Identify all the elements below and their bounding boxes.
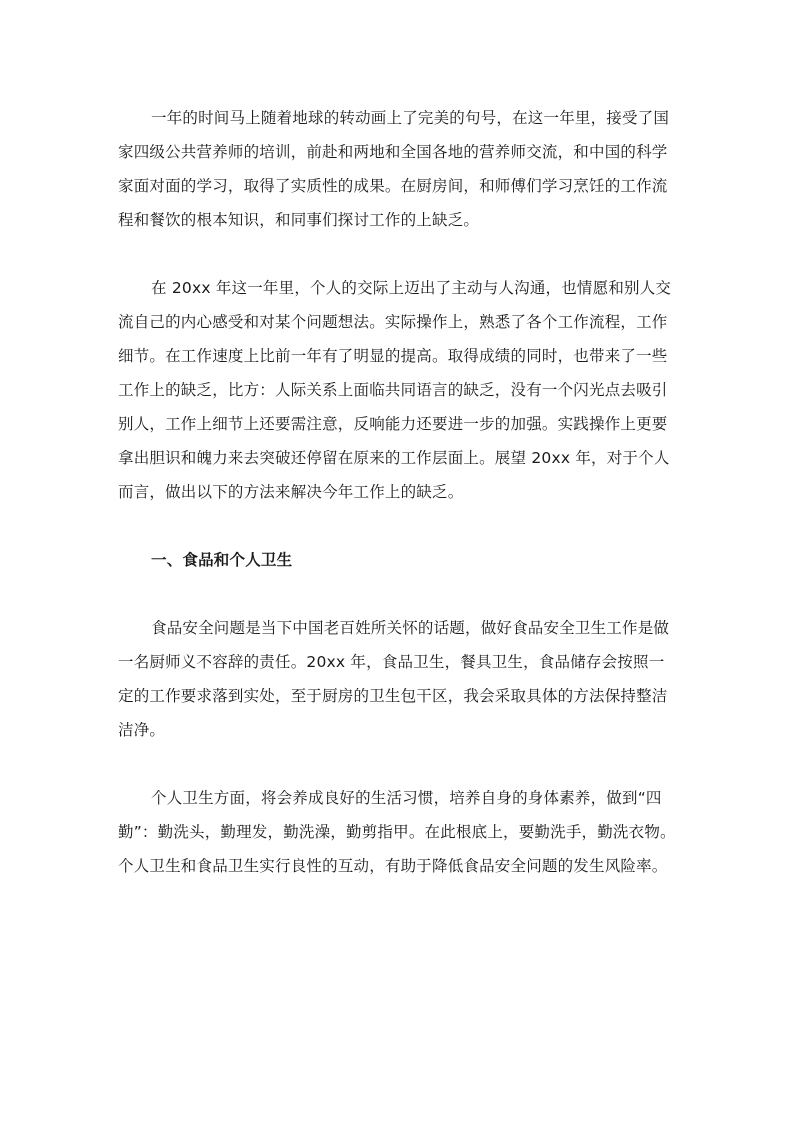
paragraph-line: 勤”：勤洗头，勤理发，勤洗澡，勤剪指甲。在此根底上，要勤洗手，勤洗衣物。 [118,823,676,841]
paragraph-line: 拿出胆识和魄力来去突破还停留在原来的工作层面上。展望 20xx 年，对于个人 [118,449,670,467]
paragraph-line: 家面对面的学习，取得了实质性的成果。在厨房间，和师傅们学习烹饪的工作流 [118,177,668,195]
paragraph-line: 程和餐饮的根本知识，和同事们探讨工作的上缺乏。 [118,211,480,229]
paragraph-line: 食品安全问题是当下中国老百姓所关怀的话题，做好食品安全卫生工作是做 [151,619,670,637]
paragraph-line: 而言，做出以下的方法来解决今年工作上的缺乏。 [118,483,464,501]
paragraph-line: 个人卫生方面，将会养成良好的生活习惯，培养自身的身体素养，做到“四 [151,789,662,807]
paragraph-line: 别人，工作上细节上还要需注意，反响能力还要进一步的加强。实践操作上更要 [118,415,668,433]
paragraph-year-review [118,271,680,509]
paragraph-spacer [118,237,680,271]
paragraph-line: 一年的时间马上随着地球的转动画上了完美的句号，在这一年里，接受了国 [151,109,670,127]
paragraph-spacer [118,509,680,543]
paragraph-line: 在 20xx 年这一年里，个人的交际上迈出了主动与人沟通，也情愿和别人交 [151,279,672,297]
paragraph-line: 一名厨师义不容辞的责任。20xx 年，食品卫生，餐具卫生，食品储存会按照一 [118,653,665,671]
section-heading: 一、食品和个人卫生 [151,551,293,569]
paragraph-personal-hygiene [118,781,680,883]
paragraph-intro [118,101,680,237]
paragraph-line: 个人卫生和食品卫生实行良性的互动，有助于降低食品安全问题的发生风险率。 [118,857,668,875]
paragraph-line: 工作上的缺乏，比方：人际关系上面临共同语言的缺乏，没有一个闪光点去吸引 [118,381,668,399]
paragraph-spacer [118,577,680,611]
paragraph-food-safety [118,611,680,747]
document-body [118,101,680,883]
paragraph-line: 细节。在工作速度上比前一年有了明显的提高。取得成绩的同时，也带来了一些 [118,347,668,365]
paragraph-line: 家四级公共营养师的培训，前赴和两地和全国各地的营养师交流，和中国的科学 [118,143,668,161]
paragraph-line: 流自己的内心感受和对某个问题想法。实际操作上，熟悉了各个工作流程，工作 [118,313,668,331]
paragraph-line: 洁净。 [118,721,166,739]
paragraph-line: 定的工作要求落到实处，至于厨房的卫生包干区，我会采取具体的方法保持整洁 [118,687,668,705]
paragraph-spacer [118,747,680,781]
